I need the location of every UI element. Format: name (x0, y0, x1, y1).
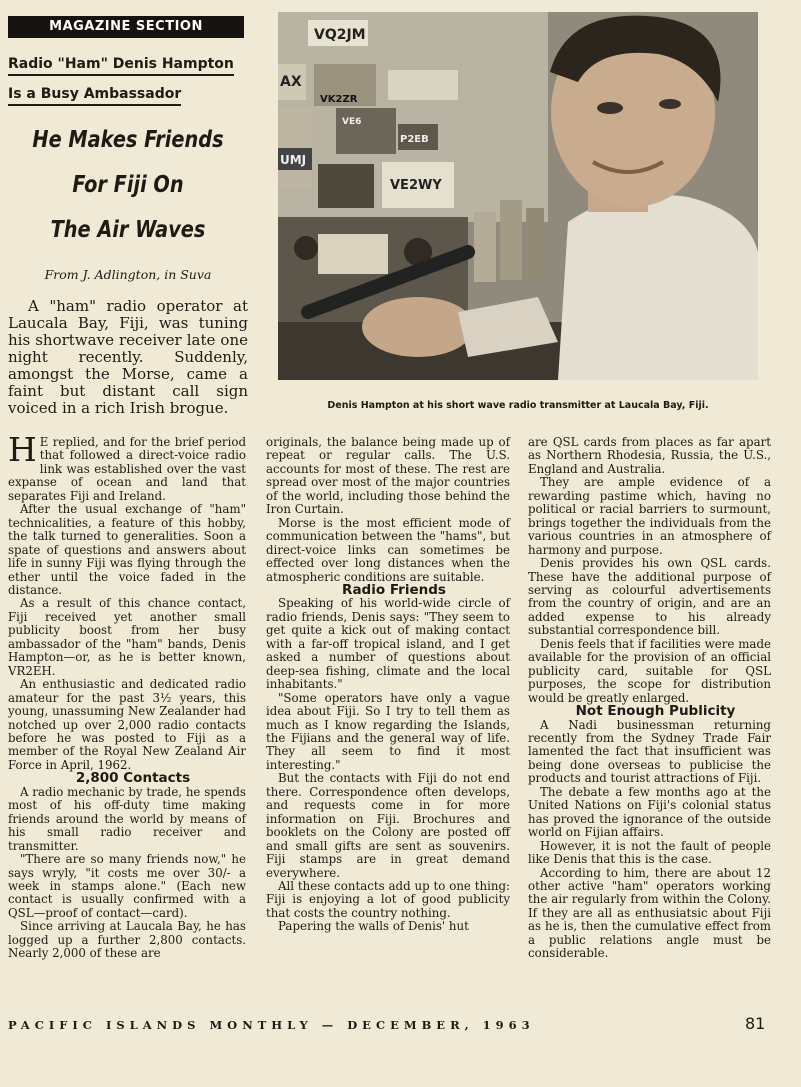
article-column-3 (528, 436, 771, 961)
paragraph: "Some operators have only a vague idea about Fiji. So I try to tell them as much as I know regarding the Islands, the Fijians and the general way of life. They all seem to find it most interesting." (266, 690, 510, 772)
section-banner: MAGAZINE SECTION (8, 16, 244, 38)
dropcap-letter: H (8, 430, 37, 469)
qsl-card-vk2zr: VK2ZR (320, 94, 358, 105)
paragraph: "There are so many friends now," he says wryly, "it costs me over 30/- a week in stamps alone." (Each new contact is usually confirmed with a QSL—proof of contact—card). (8, 852, 246, 920)
qsl-card-p2eb: P2EB (400, 134, 429, 145)
photo-denis-hampton (278, 12, 758, 380)
paragraph-text: E replied, and for the brief period that followed a direct-voice radio link was established over the vast expanse of ocean and land that separates Fiji and Ireland. (8, 435, 246, 503)
subheading-contacts: 2,800 Contacts (75, 770, 191, 787)
photo-caption: Denis Hampton at his short wave radio transmitter at Laucala Bay, Fiji. (327, 400, 709, 411)
headline-line-3: The Air Waves (50, 217, 206, 243)
qsl-card-ve2wy: VE2WY (390, 178, 442, 193)
headline-line-1: He Makes Friends (32, 127, 224, 153)
paragraph: The debate a few months ago at the United Nations on Fiji's colonial status has proved the ignorance of the outside world on Fijian affairs. (528, 784, 771, 840)
paragraph: Morse is the most efficient mode of communication between the "hams", but direct-voice links can sometimes be effected over long distances when the atmospheric conditions are suitable. (266, 515, 510, 584)
paragraph: A radio mechanic by trade, he spends most of his off-duty time making friends around the world by means of his small radio receiver and transmitter. (8, 784, 246, 853)
paragraph: All these contacts add up to one thing: Fiji is enjoying a lot of good publicity that costs the country nothing. (266, 878, 510, 920)
paragraph: However, it is not the fault of people like Denis that this is the case. (528, 838, 771, 867)
headline-line-2: For Fiji On (72, 172, 184, 198)
subheading-radio-friends: Radio Friends (342, 581, 446, 598)
paragraph: Papering the walls of Denis' hut (278, 919, 469, 934)
paragraph: But the contacts with Fiji do not end there. Correspondence often develops, and requests come in for more information on Fiji. Brochures and booklets on the Colony are posted off and small gifts are sent as souvenirs. Fiji stamps are in great demand everywhere. (266, 771, 510, 880)
paragraph: As a result of this chance contact, Fiji received yet another small publicity boost from her busy ambassador of the "ham" bands, Denis Hampton—or, as he is better known, VR2EH. (8, 596, 246, 678)
paragraph: are QSL cards from places as far apart as Northern Rhodesia, Russia, the U.S., England and Australia. (528, 435, 771, 476)
article-column-1 (8, 430, 246, 961)
qsl-card-ax: AX (280, 74, 302, 90)
paragraph: After the usual exchange of "ham" technicalities, a feature of this hobby, the talk turned to generalities. Soon a spate of questions and answers about life in sunny Fiji was flying through the ether until the voice faded in the distance. (8, 502, 246, 597)
paragraph: They are ample evidence of a rewarding pastime which, having no political or racial barriers to surmount, brings together the individuals from the various countries in an atmosphere of harmony and purpose. (528, 475, 771, 557)
kicker-line-2: Is a Busy Ambassador (8, 86, 181, 106)
qsl-card-vq2jm: VQ2JM (314, 27, 366, 43)
lead-text: A "ham" radio operator at Laucala Bay, Fiji, was tuning his shortwave receiver late one night recently. Suddenly, amongst the Morse, came a faint but distant call sign voiced in a rich Irish brogue. (8, 297, 248, 417)
page-number: 81 (745, 1014, 766, 1033)
lead-paragraph (8, 298, 248, 417)
kicker-line-1: Radio "Ham" Denis Hampton (8, 56, 234, 76)
paragraph: An enthusiastic and dedicated radio amateur for the past 3½ years, this young, unassuming New Zealander had notched up over 2,000 radio contacts before he was posted to Fiji as a member of the Royal New Zealand Air Force in April, 1962. (8, 677, 246, 772)
qsl-card-umj: UMJ (280, 153, 307, 167)
paragraph (8, 430, 246, 503)
subheading-publicity: Not Enough Publicity (575, 703, 736, 720)
qsl-card-ve6: VE6 (342, 117, 362, 127)
paragraph: A Nadi businessman returning recently from the Sydney Trade Fair lamented the fact that insufficient was being done overseas to publicise the products and tourist attractions of Fiji. (528, 717, 771, 786)
paragraph: Denis provides his own QSL cards. These have the additional purpose of serving as colourful advertisements from the country of origin, and are an added expense to his already substantial correspondence bill. (528, 556, 771, 638)
headline (27, 118, 229, 253)
byline: From J. Adlington, in Suva (44, 267, 212, 282)
paragraph: Denis feels that if facilities were made available for the provision of an official publicity card, suitable for QSL purposes, the scope for distribution would be greatly enlarged. (528, 636, 771, 705)
running-footer: PACIFIC ISLANDS MONTHLY — DECEMBER, 1963 (8, 1018, 535, 1032)
article-column-2 (266, 436, 510, 934)
paragraph: originals, the balance being made up of repeat or regular calls. The U.S. accounts for most of these. The rest are spread over most of the major countries of the world, including those behind the Iron Curtain. (266, 435, 510, 517)
paragraph: Speaking of his world-wide circle of radio friends, Denis says: "They seem to get quite a kick out of making contact with a far-off tropical island, and I get asked a number of questions about deep-sea fishing, climate and the local inhabitants." (266, 596, 510, 692)
paragraph: Since arriving at Laucala Bay, he has logged up a further 2,800 contacts. Nearly 2,000 of these are (8, 919, 246, 961)
paragraph: According to him, there are about 12 other active "ham" operators working the air regularly from within the Colony. If they are all as enthusiatsic about Fiji as he is, then the cumulative effect from a public relations angle must be considerable. (528, 865, 771, 961)
